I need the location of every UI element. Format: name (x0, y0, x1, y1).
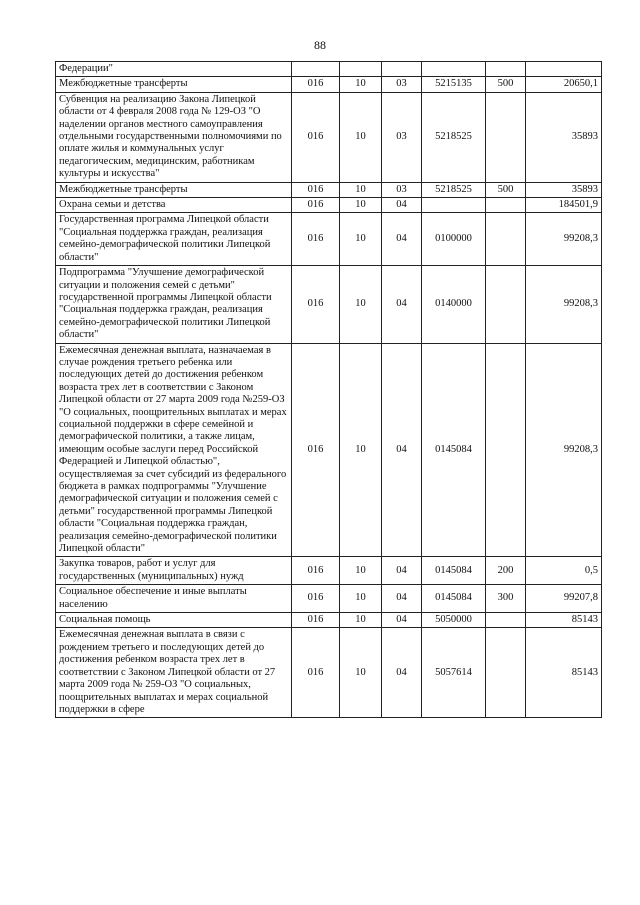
table-row (56, 92, 602, 182)
target-code: 0100000 (422, 213, 486, 266)
subsection-code: 04 (382, 557, 422, 585)
table-row (56, 198, 602, 213)
ministry-code: 016 (292, 198, 340, 213)
row-name: Государственная программа Липецкой области "Социальная поддержка граждан, реализация семейно-демографической политики Липецкой области" (56, 213, 292, 266)
ministry-code: 016 (292, 77, 340, 92)
table-row (56, 585, 602, 613)
subsection-code: 04 (382, 213, 422, 266)
row-name: Ежемесячная денежная выплата в связи с рождением третьего и последующих детей до достижения ребенком возраста трех лет в соответствии с Законом Липецкой области от 27 марта 2009 года № 259-ОЗ "О социальных, поощрительных выплатах и мерах социальной поддержки в сфере (56, 628, 292, 718)
amount: 99207,8 (526, 585, 602, 613)
subsection-code: 04 (382, 266, 422, 343)
subsection-code: 03 (382, 92, 422, 182)
target-code: 5215135 (422, 77, 486, 92)
row-name: Ежемесячная денежная выплата, назначаемая в случае рождения третьего ребенка или последующих детей до достижения ребенком возраста трех лет в соответствии с Законом Липецкой области от 27 марта 2009 года №259-ОЗ "О социальных, поощрительных выплатах и мерах социальной поддержки в сфере семейной и демографической политики, а также лицам, имеющим особые заслуги перед Российской Федерацией и Липецкой областью", осуществляемая за счет субсидий из федерального бюджета в рамках подпрограммы "Улучшение демографической ситуации и положения семей с детьми" государственной программы Липецкой области "Социальная поддержка граждан, реализация семейно-демографической политики Липецкой области" (56, 343, 292, 557)
section-code: 10 (340, 628, 382, 718)
expense-code (486, 343, 526, 557)
expense-code (486, 613, 526, 628)
table-row (56, 182, 602, 197)
section-code (340, 62, 382, 77)
target-code: 5057614 (422, 628, 486, 718)
amount: 35893 (526, 92, 602, 182)
ministry-code: 016 (292, 613, 340, 628)
table-row (56, 557, 602, 585)
target-code: 5218525 (422, 182, 486, 197)
amount: 35893 (526, 182, 602, 197)
subsection-code: 04 (382, 343, 422, 557)
table-body (56, 62, 602, 718)
expense-code: 500 (486, 77, 526, 92)
amount: 0,5 (526, 557, 602, 585)
row-name: Подпрограмма "Улучшение демографической ситуации и положения семей с детьми" государственной программы Липецкой области "Социальная поддержка граждан, реализация семейно-демографической политики Липецкой области" (56, 266, 292, 343)
ministry-code: 016 (292, 628, 340, 718)
table-row (56, 613, 602, 628)
expense-code: 200 (486, 557, 526, 585)
expense-code (486, 198, 526, 213)
table-row (56, 77, 602, 92)
target-code: 5050000 (422, 613, 486, 628)
amount: 85143 (526, 628, 602, 718)
row-name: Субвенция на реализацию Закона Липецкой области от 4 февраля 2008 года № 129-ОЗ "О наделении органов местного самоуправления отдельными государственными полномочиями по оплате жилья и коммунальных услуг педагогическим, медицинским, работникам культуры и искусства" (56, 92, 292, 182)
amount: 99208,3 (526, 343, 602, 557)
ministry-code: 016 (292, 557, 340, 585)
section-code: 10 (340, 613, 382, 628)
ministry-code: 016 (292, 266, 340, 343)
row-name: Межбюджетные трансферты (56, 77, 292, 92)
expense-code: 500 (486, 182, 526, 197)
amount: 99208,3 (526, 213, 602, 266)
section-code: 10 (340, 77, 382, 92)
section-code: 10 (340, 213, 382, 266)
ministry-code: 016 (292, 213, 340, 266)
expense-code (486, 62, 526, 77)
amount (526, 62, 602, 77)
subsection-code: 04 (382, 585, 422, 613)
section-code: 10 (340, 343, 382, 557)
row-name: Закупка товаров, работ и услуг для государственных (муниципальных) нужд (56, 557, 292, 585)
ministry-code (292, 62, 340, 77)
expense-code (486, 266, 526, 343)
ministry-code: 016 (292, 92, 340, 182)
amount: 85143 (526, 613, 602, 628)
table-row (56, 343, 602, 557)
section-code: 10 (340, 92, 382, 182)
subsection-code: 04 (382, 198, 422, 213)
subsection-code: 04 (382, 628, 422, 718)
section-code: 10 (340, 585, 382, 613)
section-code: 10 (340, 198, 382, 213)
target-code: 0145084 (422, 557, 486, 585)
table-row (56, 213, 602, 266)
expense-code: 300 (486, 585, 526, 613)
ministry-code: 016 (292, 585, 340, 613)
amount: 184501,9 (526, 198, 602, 213)
amount: 99208,3 (526, 266, 602, 343)
row-name: Федерации" (56, 62, 292, 77)
subsection-code (382, 62, 422, 77)
budget-table (55, 61, 602, 718)
target-code (422, 62, 486, 77)
table-row (56, 628, 602, 718)
expense-code (486, 92, 526, 182)
section-code: 10 (340, 266, 382, 343)
row-name: Охрана семьи и детства (56, 198, 292, 213)
section-code: 10 (340, 182, 382, 197)
table-row (56, 266, 602, 343)
subsection-code: 04 (382, 613, 422, 628)
ministry-code: 016 (292, 343, 340, 557)
ministry-code: 016 (292, 182, 340, 197)
target-code: 0140000 (422, 266, 486, 343)
subsection-code: 03 (382, 182, 422, 197)
subsection-code: 03 (382, 77, 422, 92)
page-number: 88 (314, 38, 326, 52)
row-name: Социальное обеспечение и иные выплаты населению (56, 585, 292, 613)
target-code: 0145084 (422, 343, 486, 557)
row-name: Межбюджетные трансферты (56, 182, 292, 197)
expense-code (486, 213, 526, 266)
target-code (422, 198, 486, 213)
target-code: 0145084 (422, 585, 486, 613)
row-name: Социальная помощь (56, 613, 292, 628)
expense-code (486, 628, 526, 718)
table-row (56, 62, 602, 77)
target-code: 5218525 (422, 92, 486, 182)
amount: 20650,1 (526, 77, 602, 92)
section-code: 10 (340, 557, 382, 585)
